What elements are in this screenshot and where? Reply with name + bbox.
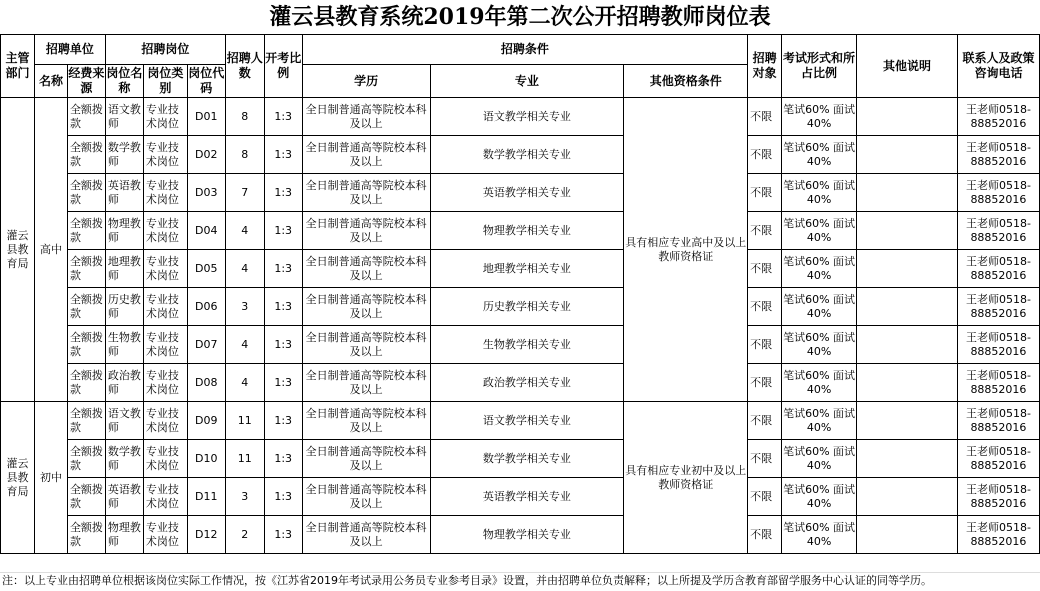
major-cell: 语文教学相关专业 [430, 402, 624, 440]
major-cell: 英语教学相关专业 [430, 174, 624, 212]
empty-row [0, 553, 1040, 573]
fund-cell: 全额拨款 [67, 326, 105, 364]
target-cell: 不限 [748, 212, 782, 250]
education-cell: 全日制普通高等院校本科及以上 [302, 288, 430, 326]
count-cell: 11 [225, 402, 264, 440]
post-type-cell: 专业技术岗位 [143, 288, 187, 326]
post-name-cell: 地理教师 [105, 250, 143, 288]
fund-cell: 全额拨款 [67, 174, 105, 212]
major-cell: 物理教学相关专业 [430, 212, 624, 250]
education-cell: 全日制普通高等院校本科及以上 [302, 516, 430, 554]
header-target: 招聘对象 [748, 35, 782, 98]
target-cell: 不限 [748, 326, 782, 364]
fund-cell: 全额拨款 [67, 364, 105, 402]
exam-cell: 笔试60% 面试40% [782, 98, 857, 136]
exam-cell: 笔试60% 面试40% [782, 516, 857, 554]
post-name-cell: 数学教师 [105, 440, 143, 478]
footnote: 注：以上专业由招聘单位根据该岗位实际工作情况，按《江苏省2019年考试录用公务员专业参考目录》设置，并由招聘单位负责解释；以上所提及学历含教育部留学服务中心认证的同等学历。 [2, 574, 932, 587]
unit-name-cell: 高中 [34, 98, 67, 402]
target-cell: 不限 [748, 250, 782, 288]
exam-cell: 笔试60% 面试40% [782, 174, 857, 212]
fund-cell: 全额拨款 [67, 250, 105, 288]
page-title: 灌云县教育系统2019年第二次公开招聘教师岗位表 [269, 4, 771, 30]
post-name-cell: 数学教师 [105, 136, 143, 174]
header-ratio: 开考比例 [264, 35, 302, 98]
exam-cell: 笔试60% 面试40% [782, 212, 857, 250]
education-cell: 全日制普通高等院校本科及以上 [302, 174, 430, 212]
fund-cell: 全额拨款 [67, 478, 105, 516]
fund-cell: 全额拨款 [67, 288, 105, 326]
exam-cell: 笔试60% 面试40% [782, 288, 857, 326]
post-name-cell: 历史教师 [105, 288, 143, 326]
contact-cell: 王老师0518-88852016 [957, 516, 1039, 554]
target-cell: 不限 [748, 288, 782, 326]
contact-cell: 王老师0518-88852016 [957, 402, 1039, 440]
qualification-cell: 具有相应专业高中及以上教师资格证 [624, 98, 748, 402]
target-cell: 不限 [748, 364, 782, 402]
count-cell: 4 [225, 364, 264, 402]
other-cell [857, 402, 958, 440]
fund-cell: 全额拨款 [67, 212, 105, 250]
ratio-cell: 1:3 [264, 212, 302, 250]
education-cell: 全日制普通高等院校本科及以上 [302, 478, 430, 516]
post-type-cell: 专业技术岗位 [143, 364, 187, 402]
major-cell: 地理教学相关专业 [430, 250, 624, 288]
ratio-cell: 1:3 [264, 136, 302, 174]
header-unit: 招聘单位 [34, 35, 105, 65]
post-name-cell: 物理教师 [105, 516, 143, 554]
target-cell: 不限 [748, 516, 782, 554]
post-type-cell: 专业技术岗位 [143, 250, 187, 288]
header-qualification: 其他资格条件 [624, 65, 748, 98]
exam-cell: 笔试60% 面试40% [782, 440, 857, 478]
major-cell: 政治教学相关专业 [430, 364, 624, 402]
ratio-cell: 1:3 [264, 288, 302, 326]
exam-cell: 笔试60% 面试40% [782, 402, 857, 440]
contact-cell: 王老师0518-88852016 [957, 288, 1039, 326]
contact-cell: 王老师0518-88852016 [957, 250, 1039, 288]
post-code-cell: D02 [187, 136, 225, 174]
table-row [1, 478, 1040, 516]
ratio-cell: 1:3 [264, 402, 302, 440]
ratio-cell: 1:3 [264, 516, 302, 554]
table-row [1, 174, 1040, 212]
post-name-cell: 物理教师 [105, 212, 143, 250]
post-code-cell: D06 [187, 288, 225, 326]
post-code-cell: D08 [187, 364, 225, 402]
header-exam: 考试形式和所占比例 [782, 35, 857, 98]
count-cell: 2 [225, 516, 264, 554]
major-cell: 语文教学相关专业 [430, 98, 624, 136]
education-cell: 全日制普通高等院校本科及以上 [302, 98, 430, 136]
header-education: 学历 [302, 65, 430, 98]
exam-cell: 笔试60% 面试40% [782, 250, 857, 288]
exam-cell: 笔试60% 面试40% [782, 364, 857, 402]
count-cell: 7 [225, 174, 264, 212]
dept-cell: 灌云县教育局 [1, 98, 35, 402]
count-cell: 8 [225, 136, 264, 174]
post-name-cell: 语文教师 [105, 402, 143, 440]
table-row [1, 136, 1040, 174]
target-cell: 不限 [748, 98, 782, 136]
header-post-code: 岗位代码 [187, 65, 225, 98]
major-cell: 数学教学相关专业 [430, 136, 624, 174]
post-code-cell: D12 [187, 516, 225, 554]
table-row [1, 440, 1040, 478]
ratio-cell: 1:3 [264, 440, 302, 478]
unit-name-cell: 初中 [34, 402, 67, 554]
post-name-cell: 英语教师 [105, 478, 143, 516]
dept-cell: 灌云县教育局 [1, 402, 35, 554]
other-cell [857, 174, 958, 212]
contact-cell: 王老师0518-88852016 [957, 440, 1039, 478]
fund-cell: 全额拨款 [67, 402, 105, 440]
exam-cell: 笔试60% 面试40% [782, 136, 857, 174]
fund-cell: 全额拨款 [67, 516, 105, 554]
table-row [1, 364, 1040, 402]
education-cell: 全日制普通高等院校本科及以上 [302, 136, 430, 174]
education-cell: 全日制普通高等院校本科及以上 [302, 250, 430, 288]
post-code-cell: D10 [187, 440, 225, 478]
other-cell [857, 326, 958, 364]
major-cell: 数学教学相关专业 [430, 440, 624, 478]
count-cell: 4 [225, 250, 264, 288]
count-cell: 3 [225, 288, 264, 326]
target-cell: 不限 [748, 136, 782, 174]
table-row [1, 250, 1040, 288]
ratio-cell: 1:3 [264, 250, 302, 288]
major-cell: 生物教学相关专业 [430, 326, 624, 364]
other-cell [857, 136, 958, 174]
target-cell: 不限 [748, 440, 782, 478]
other-cell [857, 516, 958, 554]
post-name-cell: 语文教师 [105, 98, 143, 136]
post-code-cell: D11 [187, 478, 225, 516]
education-cell: 全日制普通高等院校本科及以上 [302, 440, 430, 478]
ratio-cell: 1:3 [264, 98, 302, 136]
post-type-cell: 专业技术岗位 [143, 326, 187, 364]
count-cell: 11 [225, 440, 264, 478]
ratio-cell: 1:3 [264, 326, 302, 364]
header-major: 专业 [430, 65, 624, 98]
other-cell [857, 250, 958, 288]
recruitment-table [0, 34, 1040, 554]
post-name-cell: 政治教师 [105, 364, 143, 402]
exam-cell: 笔试60% 面试40% [782, 478, 857, 516]
count-cell: 8 [225, 98, 264, 136]
post-name-cell: 生物教师 [105, 326, 143, 364]
education-cell: 全日制普通高等院校本科及以上 [302, 402, 430, 440]
header-dept: 主管部门 [1, 35, 35, 98]
other-cell [857, 440, 958, 478]
major-cell: 历史教学相关专业 [430, 288, 624, 326]
post-type-cell: 专业技术岗位 [143, 174, 187, 212]
post-code-cell: D07 [187, 326, 225, 364]
qualification-cell: 具有相应专业初中及以上教师资格证 [624, 402, 748, 554]
header-post-type: 岗位类别 [143, 65, 187, 98]
contact-cell: 王老师0518-88852016 [957, 174, 1039, 212]
ratio-cell: 1:3 [264, 364, 302, 402]
post-code-cell: D04 [187, 212, 225, 250]
contact-cell: 王老师0518-88852016 [957, 98, 1039, 136]
other-cell [857, 212, 958, 250]
contact-cell: 王老师0518-88852016 [957, 136, 1039, 174]
post-type-cell: 专业技术岗位 [143, 402, 187, 440]
count-cell: 3 [225, 478, 264, 516]
contact-cell: 王老师0518-88852016 [957, 212, 1039, 250]
header-post: 招聘岗位 [105, 35, 225, 65]
post-code-cell: D01 [187, 98, 225, 136]
ratio-cell: 1:3 [264, 478, 302, 516]
table-row [1, 326, 1040, 364]
other-cell [857, 478, 958, 516]
header-conditions: 招聘条件 [302, 35, 747, 65]
table-row [1, 402, 1040, 440]
post-type-cell: 专业技术岗位 [143, 136, 187, 174]
fund-cell: 全额拨款 [67, 136, 105, 174]
other-cell [857, 364, 958, 402]
fund-cell: 全额拨款 [67, 440, 105, 478]
target-cell: 不限 [748, 402, 782, 440]
education-cell: 全日制普通高等院校本科及以上 [302, 326, 430, 364]
contact-cell: 王老师0518-88852016 [957, 326, 1039, 364]
header-fund: 经费来源 [67, 65, 105, 98]
header-unit-name: 名称 [34, 65, 67, 98]
table-row [1, 516, 1040, 554]
table-row [1, 212, 1040, 250]
count-cell: 4 [225, 326, 264, 364]
major-cell: 物理教学相关专业 [430, 516, 624, 554]
exam-cell: 笔试60% 面试40% [782, 326, 857, 364]
post-type-cell: 专业技术岗位 [143, 212, 187, 250]
table-row [1, 98, 1040, 136]
header-other: 其他说明 [857, 35, 958, 98]
target-cell: 不限 [748, 478, 782, 516]
ratio-cell: 1:3 [264, 174, 302, 212]
post-type-cell: 专业技术岗位 [143, 440, 187, 478]
post-name-cell: 英语教师 [105, 174, 143, 212]
other-cell [857, 288, 958, 326]
post-code-cell: D03 [187, 174, 225, 212]
fund-cell: 全额拨款 [67, 98, 105, 136]
education-cell: 全日制普通高等院校本科及以上 [302, 364, 430, 402]
table-row [1, 288, 1040, 326]
education-cell: 全日制普通高等院校本科及以上 [302, 212, 430, 250]
target-cell: 不限 [748, 174, 782, 212]
header-count: 招聘人数 [225, 35, 264, 98]
other-cell [857, 98, 958, 136]
post-code-cell: D05 [187, 250, 225, 288]
count-cell: 4 [225, 212, 264, 250]
major-cell: 英语教学相关专业 [430, 478, 624, 516]
post-code-cell: D09 [187, 402, 225, 440]
post-type-cell: 专业技术岗位 [143, 478, 187, 516]
contact-cell: 王老师0518-88852016 [957, 364, 1039, 402]
header-contact: 联系人及政策咨询电话 [957, 35, 1039, 98]
contact-cell: 王老师0518-88852016 [957, 478, 1039, 516]
post-type-cell: 专业技术岗位 [143, 516, 187, 554]
post-type-cell: 专业技术岗位 [143, 98, 187, 136]
header-post-name: 岗位名称 [105, 65, 143, 98]
